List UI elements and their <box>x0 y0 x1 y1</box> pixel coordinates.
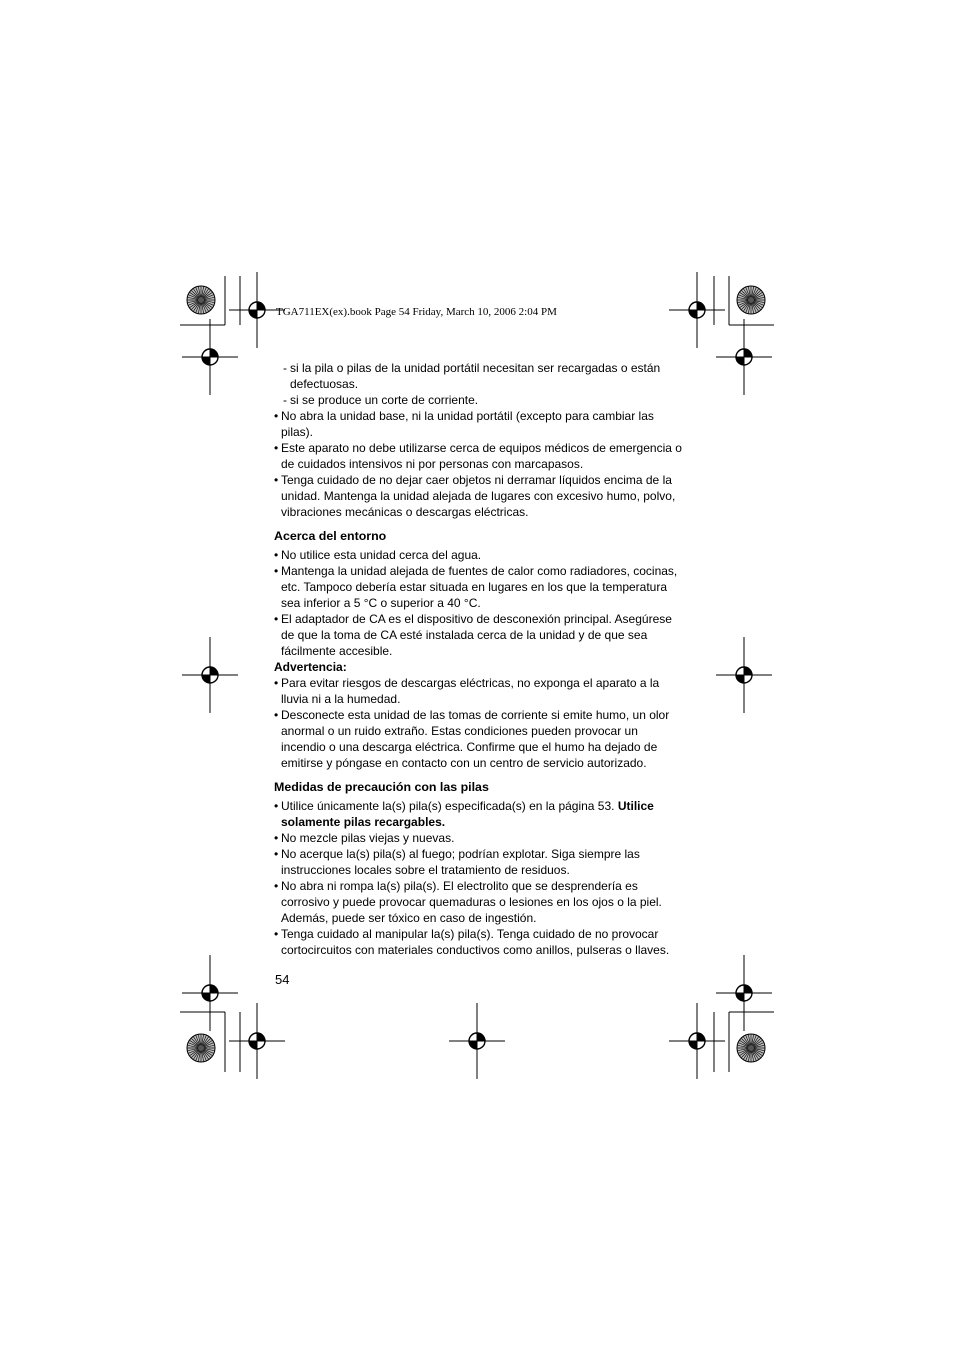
list-item: • No utilice esta unidad cerca del agua. <box>274 548 482 562</box>
list-item: • Mantenga la unidad alejada de fuentes de calor como radiadores, cocinas, etc. Tampoco debería estar situada en lugares en los que la temperatura sea inferior a 5 °C o superior a 40 °C. <box>274 564 678 610</box>
print-header: TGA711EX(ex).book Page 54 Friday, March 10, 2006 2:04 PM <box>276 306 557 318</box>
list-item: • Para evitar riesgos de descargas eléctricas, no exponga el aparato a la lluvia ni a la humedad. <box>274 676 660 706</box>
section-heading-pilas: Medidas de precaución con las pilas <box>274 780 489 794</box>
page-number: 54 <box>275 972 290 987</box>
list-item: • No abra ni rompa la(s) pila(s). El electrolito que se desprendería es corrosivo y puede provocar quemaduras o lesiones en los ojos o la piel. Además, puede ser tóxico en caso de ingestión. <box>274 879 662 925</box>
list-item: • Tenga cuidado de no dejar caer objetos ni derramar líquidos encima de la unidad. Mantenga la unidad alejada de lugares con excesivo humo, polvo, vibraciones mecánicas o descargas eléctricas. <box>274 473 676 519</box>
list-item: - si se produce un corte de corriente. <box>283 393 479 407</box>
list-item: • Este aparato no debe utilizarse cerca de equipos médicos de emergencia o de cuidados intensivos ni por personas con marcapasos. <box>274 441 682 471</box>
list-item: • Tenga cuidado al manipular la(s) pila(s). Tenga cuidado de no provocar cortocircuitos con materiales conductivos como anillos, pulseras o llaves. <box>274 927 670 957</box>
warning-heading: Advertencia: <box>274 660 347 674</box>
list-item: • No acerque la(s) pila(s) al fuego; podrían explotar. Siga siempre las instrucciones locales sobre el tratamiento de residuos. <box>274 847 640 877</box>
list-item: • No mezcle pilas viejas y nuevas. <box>274 831 455 845</box>
list-item: • No abra la unidad base, ni la unidad portátil (excepto para cambiar las pilas). <box>274 409 654 439</box>
page-content <box>274 360 684 958</box>
list-item: - si la pila o pilas de la unidad portátil necesitan ser recargadas o están defectuosas. <box>283 361 661 391</box>
list-item: • El adaptador de CA es el dispositivo de desconexión principal. Asegúrese de que la toma de CA esté instalada cerca de la unidad y de que sea fácilmente accesible. <box>274 612 672 658</box>
list-item: • Desconecte esta unidad de las tomas de corriente si emite humo, un olor anormal o un ruido extraño. Estas condiciones pueden provocar un incendio o una descarga eléctrica. Confirme que el humo ha dejado de emitirse y póngase en contacto con un centro de servicio autorizado. <box>274 708 670 770</box>
list-item: • Utilice únicamente la(s) pila(s) especificada(s) en la página 53. Utilice solamente pilas recargables. <box>274 799 654 829</box>
section-heading-entorno: Acerca del entorno <box>274 529 387 543</box>
